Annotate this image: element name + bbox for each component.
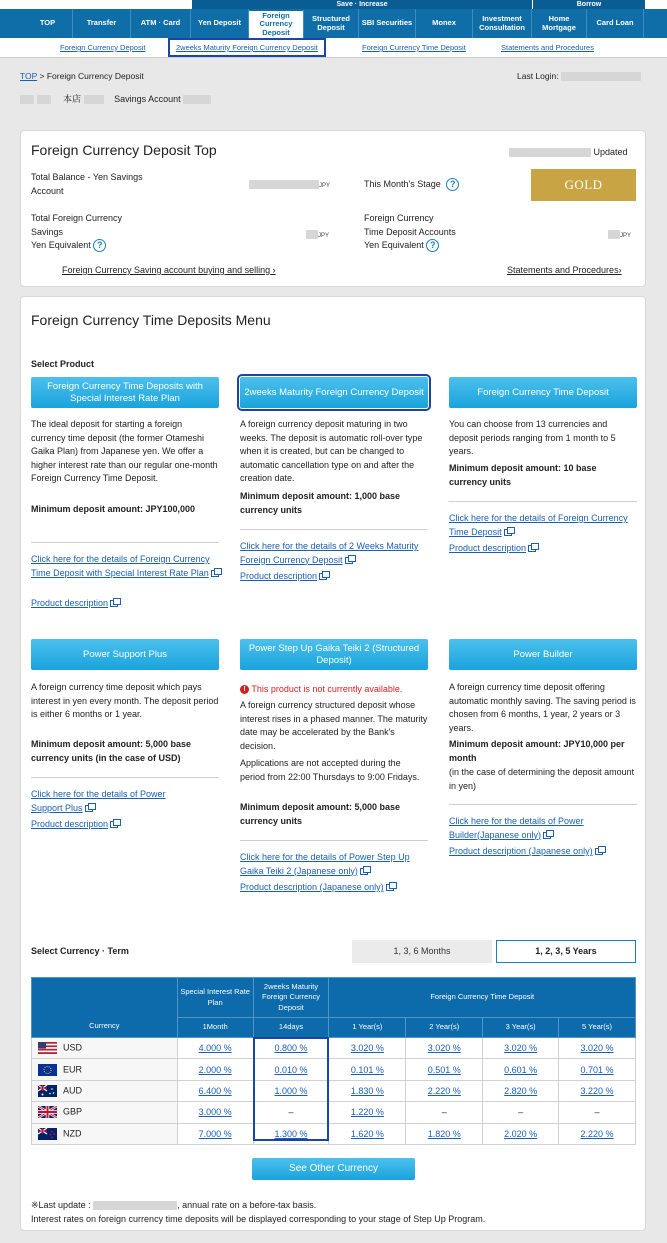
column-header-currency: Currency	[32, 978, 178, 1038]
nav-foreign-currency-deposit[interactable]: Foreign Currency Deposit	[249, 9, 304, 38]
currency-cell	[32, 1123, 178, 1144]
table-row	[32, 1080, 636, 1101]
statements-link[interactable]	[507, 264, 622, 278]
currency-cell	[32, 1080, 178, 1101]
rate-link[interactable]: 0.601 %	[504, 1064, 538, 1075]
time-deposit-label	[364, 212, 456, 253]
external-link-icon	[85, 805, 93, 812]
rate-cell-empty: –	[253, 1102, 329, 1123]
product-description-link-text[interactable]: Product description (Japanese only)	[449, 846, 593, 856]
subnav-foreign-currency-deposit[interactable]: Foreign Currency Deposit	[60, 43, 146, 52]
redacted-value	[561, 72, 641, 81]
product-description: You can choose from 13 currencies and deposit periods ranging from 1 month to 5 years.	[449, 419, 616, 456]
total-fc-value	[306, 228, 329, 244]
last-update-suffix: , annual rate on a before-tax basis.	[177, 1200, 317, 1210]
nav-sbi-securities[interactable]: SBI Securities	[359, 9, 416, 38]
currency-code: USD	[63, 1042, 83, 1053]
time-deposit-value	[608, 228, 631, 244]
main-nav	[0, 9, 667, 38]
rate-link[interactable]: 1.300 %	[274, 1128, 308, 1139]
rate-link[interactable]: 3.220 %	[580, 1085, 614, 1096]
product-description-link[interactable]	[449, 542, 637, 556]
total-fc-label-line2: Savings	[31, 226, 64, 237]
column-header-14days: 14days	[253, 1018, 329, 1038]
product-details-link[interactable]	[31, 553, 219, 580]
rate-link[interactable]: 1.220 %	[350, 1107, 384, 1118]
step-up-note: Interest rates on foreign currency time deposits will be displayed corresponding to your stage of Step Up Program.	[31, 1214, 486, 1224]
account-type: Savings Account	[114, 94, 181, 104]
product-description-link-text[interactable]: Product description	[240, 571, 318, 581]
total-balance-label: Total Balance - Yen Savings Account	[31, 172, 143, 196]
subnav-foreign-currency-time-deposit[interactable]: Foreign Currency Time Deposit	[362, 43, 466, 52]
rate-link[interactable]: 1.000 %	[274, 1085, 308, 1096]
nav-top[interactable]: TOP	[23, 9, 73, 38]
divider	[240, 840, 428, 841]
product-details-link[interactable]	[31, 788, 191, 815]
account-info	[20, 92, 211, 104]
column-header-1-year: 1 Year(s)	[329, 1018, 406, 1038]
nav-group-save-increase: Save · Increase	[192, 0, 532, 9]
help-icon[interactable]: ?	[426, 239, 439, 252]
divider	[31, 777, 219, 778]
product-description: A foreign currency time deposit offering automatic monthly saving. The saving period is chosen from 6 months, 1 year, 2 years or 3 years.	[449, 682, 636, 733]
subnav-statements-procedures[interactable]: Statements and Procedures	[501, 43, 594, 52]
unit-label: JPY	[319, 183, 331, 189]
nav-investment-consultation[interactable]: Investment Consultation	[473, 9, 532, 38]
rate-link[interactable]: 7.000 %	[198, 1128, 232, 1139]
external-link-icon	[360, 868, 368, 875]
external-link-icon	[386, 884, 394, 891]
total-fc-label-line3: Yen Equivalent	[31, 240, 91, 250]
currency-cell	[32, 1102, 178, 1123]
select-currency-term-label: Select Currency · Term	[31, 946, 129, 956]
rate-link[interactable]: 2.820 %	[504, 1085, 538, 1096]
redacted-value	[183, 95, 211, 104]
updated-label: Updated	[593, 147, 628, 157]
product-minimum: Minimum deposit amount: 5,000 base currency units	[240, 802, 401, 826]
rate-cell-empty: –	[483, 1102, 559, 1123]
header-time-deposit: Foreign Currency Time Deposit	[329, 978, 636, 1018]
stage-badge: GOLD	[531, 169, 636, 201]
product-details-link[interactable]	[449, 512, 637, 539]
tab-1-3-6-months[interactable]: 1, 3, 6 Months	[352, 940, 492, 963]
product-button-power-builder[interactable]: Power Builder	[449, 639, 637, 670]
product-minimum: Minimum deposit amount: 10 base currency units	[449, 463, 597, 487]
product-details-link-text[interactable]: Click here for the details of Power Builder(Japanese only)	[449, 816, 584, 840]
rate-link[interactable]: 1.620 %	[350, 1128, 384, 1139]
product-description-link[interactable]	[240, 570, 428, 584]
help-icon[interactable]: ?	[93, 239, 106, 252]
external-link-icon	[110, 821, 118, 828]
product-unavailable-warning	[240, 683, 428, 697]
nav-spacer	[0, 9, 23, 38]
redacted-value	[249, 180, 319, 189]
rate-link[interactable]: 1.830 %	[350, 1085, 384, 1096]
nav-atm-card[interactable]: ATM · Card	[131, 9, 191, 38]
nav-structured-deposit[interactable]: Structured Deposit	[304, 9, 359, 38]
rate-link[interactable]: 0.800 %	[274, 1043, 308, 1054]
product-details-link[interactable]	[240, 851, 428, 878]
last-update-note	[31, 1200, 316, 1211]
eu-flag-icon	[38, 1064, 57, 1076]
currency-cell	[32, 1038, 178, 1059]
divider	[449, 804, 637, 805]
product-description: A foreign currency deposit maturing in two weeks. The deposit is automatic roll-over type when it is created, but can be changed to automatic cancellation type on and after the creation date.	[240, 419, 423, 483]
breadcrumb	[20, 71, 144, 81]
product-description-extra: Applications are not accepted during the period from 22:00 Thursdays to 9:00 Fridays.	[240, 758, 420, 782]
product-description: A foreign currency structured deposit whose interest rises in a phased manner. The maturity date may be accelerated by the Bank's decision.	[240, 700, 428, 751]
product-details-link-text[interactable]: Click here for the details of Power Support Plus	[31, 789, 166, 813]
redacted-value	[509, 148, 591, 157]
product-description-link[interactable]	[31, 597, 219, 611]
currency-code: NZD	[63, 1128, 82, 1139]
rate-link[interactable]: 3.020 %	[580, 1043, 614, 1054]
stage-label-row	[364, 178, 459, 192]
nav-group-borrow: Borrow	[533, 0, 645, 9]
rate-link[interactable]: 2.020 %	[504, 1128, 538, 1139]
last-login-label: Last Login:	[517, 71, 559, 81]
summary-title: Foreign Currency Deposit Top	[31, 142, 217, 158]
product-description-link[interactable]	[31, 818, 219, 832]
product-description-link-text[interactable]: Product description	[31, 819, 109, 829]
rate-link[interactable]: 0.701 %	[580, 1064, 614, 1075]
stage-label: This Month's Stage	[364, 179, 441, 189]
redacted-value	[306, 230, 318, 239]
product-description-link-text[interactable]: Product description	[449, 543, 527, 553]
time-deposit-label-line3: Yen Equivalent	[364, 240, 424, 250]
gb-flag-icon	[38, 1106, 57, 1118]
rate-link[interactable]: 0.101 %	[350, 1064, 384, 1075]
product-button-power-step-up[interactable]: Power Step Up Gaika Teiki 2 (Structured Deposit)	[240, 639, 428, 670]
breadcrumb-top[interactable]: TOP	[20, 71, 38, 81]
alert-icon: !	[240, 685, 249, 694]
nz-flag-icon	[38, 1128, 57, 1140]
sub-navigation	[0, 38, 667, 58]
rate-link[interactable]: 3.000 %	[198, 1107, 232, 1118]
redacted-value	[608, 230, 620, 239]
rate-link[interactable]: 2.000 %	[198, 1064, 232, 1075]
table-row	[32, 1059, 636, 1080]
help-icon[interactable]: ?	[446, 178, 459, 191]
external-link-icon	[345, 557, 353, 564]
product-button-2weeks[interactable]: 2weeks Maturity Foreign Currency Deposit	[240, 377, 428, 408]
rate-link[interactable]: 3.020 %	[504, 1043, 538, 1054]
saving-account-link-text[interactable]: Foreign Currency Saving account buying and selling	[62, 265, 271, 275]
rate-link[interactable]: 4.000 %	[198, 1043, 232, 1054]
rate-link[interactable]: 3.020 %	[427, 1043, 461, 1054]
product-minimum: Minimum deposit amount: JPY10,000 per month	[449, 739, 625, 763]
chevron-right-icon: ›	[618, 265, 622, 275]
time-deposit-label-line1: Foreign Currency	[364, 213, 434, 223]
column-header-2-years: 2 Year(s)	[406, 1018, 483, 1038]
table-row	[32, 1102, 636, 1123]
nav-yen-deposit[interactable]: Yen Deposit	[191, 9, 249, 38]
see-other-currency-button[interactable]: See Other Currency	[252, 1158, 415, 1180]
divider	[240, 529, 428, 530]
rate-link[interactable]: 3.020 %	[350, 1043, 384, 1054]
unit-label: JPY	[620, 233, 632, 239]
product-description: A foreign currency time deposit which pays interest in yen every month. The deposit period is either 6 months or 1 year.	[31, 682, 219, 719]
updated-info	[509, 146, 628, 160]
column-header-3-years: 3 Year(s)	[483, 1018, 559, 1038]
product-details-link[interactable]	[449, 815, 609, 842]
header-2weeks-maturity: 2weeks Maturity Foreign Currency Deposit	[253, 978, 329, 1018]
product-description: The ideal deposit for starting a foreign currency time deposit (the former Otameshi Gaika Plan) from Japanese yen. We offer a higher interest rate than our regular one-month Foreign Currency Time Deposit.	[31, 419, 218, 483]
au-flag-icon	[38, 1085, 57, 1097]
unit-label: JPY	[318, 233, 330, 239]
external-link-icon	[110, 600, 118, 607]
menu-title: Foreign Currency Time Deposits Menu	[31, 312, 271, 328]
external-link-icon	[211, 570, 219, 577]
rate-link[interactable]: 2.220 %	[580, 1128, 614, 1139]
select-product-label: Select Product	[31, 359, 95, 369]
currency-code: AUD	[63, 1085, 83, 1096]
external-link-icon	[528, 545, 536, 552]
us-flag-icon	[38, 1042, 57, 1054]
rate-cell-empty: –	[559, 1102, 636, 1123]
table-row	[32, 1123, 636, 1144]
subnav-2weeks-maturity[interactable]: 2weeks Maturity Foreign Currency Deposit	[168, 38, 326, 57]
nav-monex[interactable]: Monex	[416, 9, 473, 38]
rate-link[interactable]: 2.220 %	[427, 1085, 461, 1096]
currency-cell	[32, 1059, 178, 1080]
external-link-icon	[504, 529, 512, 536]
warning-text: This product is not currently available.	[251, 684, 403, 694]
column-header-5-years: 5 Year(s)	[559, 1018, 636, 1038]
product-details-link-text[interactable]: Click here for the details of Power Step Up Gaika Teiki 2 (Japanese only)	[240, 852, 410, 876]
breadcrumb-current: Foreign Currency Deposit	[46, 71, 144, 81]
external-link-icon	[543, 832, 551, 839]
rate-cell-empty: –	[406, 1102, 483, 1123]
tab-1-2-3-5-years[interactable]: 1, 2, 3, 5 Years	[496, 940, 636, 963]
product-minimum: Minimum deposit amount: 1,000 base currency units	[240, 491, 401, 515]
divider	[449, 501, 637, 502]
product-details-link[interactable]	[240, 540, 428, 567]
external-link-icon	[319, 573, 327, 580]
currency-code: GBP	[63, 1106, 83, 1117]
product-minimum: Minimum deposit amount: 5,000 base currency units (in the case of USD)	[31, 739, 192, 763]
statements-link-text[interactable]: Statements and Procedures	[507, 265, 619, 275]
breadcrumb-separator: >	[37, 71, 47, 81]
redacted-value	[20, 95, 34, 104]
product-details-link-text[interactable]: Click here for the details of 2 Weeks Maturity Foreign Currency Deposit	[240, 541, 419, 565]
chevron-right-icon: ›	[270, 265, 276, 275]
rate-link[interactable]: 0.501 %	[427, 1064, 461, 1075]
last-update-prefix: ※Last update :	[31, 1200, 91, 1210]
product-minimum-note: (in the case of determining the deposit amount in yen)	[449, 767, 635, 791]
rate-link[interactable]: 6.400 %	[198, 1085, 232, 1096]
redacted-value	[93, 1201, 177, 1210]
rates-table	[31, 977, 636, 1145]
product-description-link-text[interactable]: Product description (Japanese only)	[240, 882, 384, 892]
rate-link[interactable]: 0.010 %	[274, 1064, 308, 1075]
redacted-value	[37, 95, 51, 104]
header-special-rate-plan: Special Interest Rate Plan	[177, 978, 253, 1018]
external-link-icon	[595, 848, 603, 855]
total-fc-label-line1: Total Foreign Currency	[31, 213, 123, 223]
total-balance-value	[249, 178, 330, 194]
branch-name: 本店	[63, 94, 82, 104]
nav-card-loan[interactable]: Card Loan	[587, 9, 644, 38]
redacted-value	[84, 95, 104, 104]
currency-code: EUR	[63, 1063, 83, 1074]
divider	[31, 542, 219, 543]
time-deposit-label-line2: Time Deposit Accounts	[364, 226, 456, 237]
top-navigation	[0, 0, 667, 38]
product-button-time-deposit[interactable]: Foreign Currency Time Deposit	[449, 377, 637, 408]
table-row	[32, 1038, 636, 1059]
saving-account-link[interactable]	[62, 264, 276, 278]
product-button-power-support-plus[interactable]: Power Support Plus	[31, 639, 219, 670]
product-details-link-text[interactable]: Click here for the details of Foreign Currency Time Deposit	[449, 513, 628, 537]
total-fc-label	[31, 212, 122, 253]
nav-transfer[interactable]: Transfer	[73, 9, 131, 38]
nav-home-mortgage[interactable]: Home Mortgage	[532, 9, 587, 38]
product-details-link-text[interactable]: Click here for the details of Foreign Currency Time Deposit with Special Interest Rate Plan	[31, 554, 210, 578]
rate-link[interactable]: 1.820 %	[427, 1128, 461, 1139]
last-login	[517, 71, 641, 81]
product-description-link[interactable]	[449, 845, 637, 859]
column-header-1month: 1Month	[177, 1018, 253, 1038]
product-description-link-text[interactable]: Product description	[31, 598, 109, 608]
product-minimum: Minimum deposit amount: JPY100,000	[31, 504, 196, 514]
nav-spacer	[644, 9, 667, 38]
product-button-special-rate[interactable]: Foreign Currency Time Deposits with Special Interest Rate Plan	[31, 377, 219, 408]
product-description-link[interactable]	[240, 881, 428, 895]
